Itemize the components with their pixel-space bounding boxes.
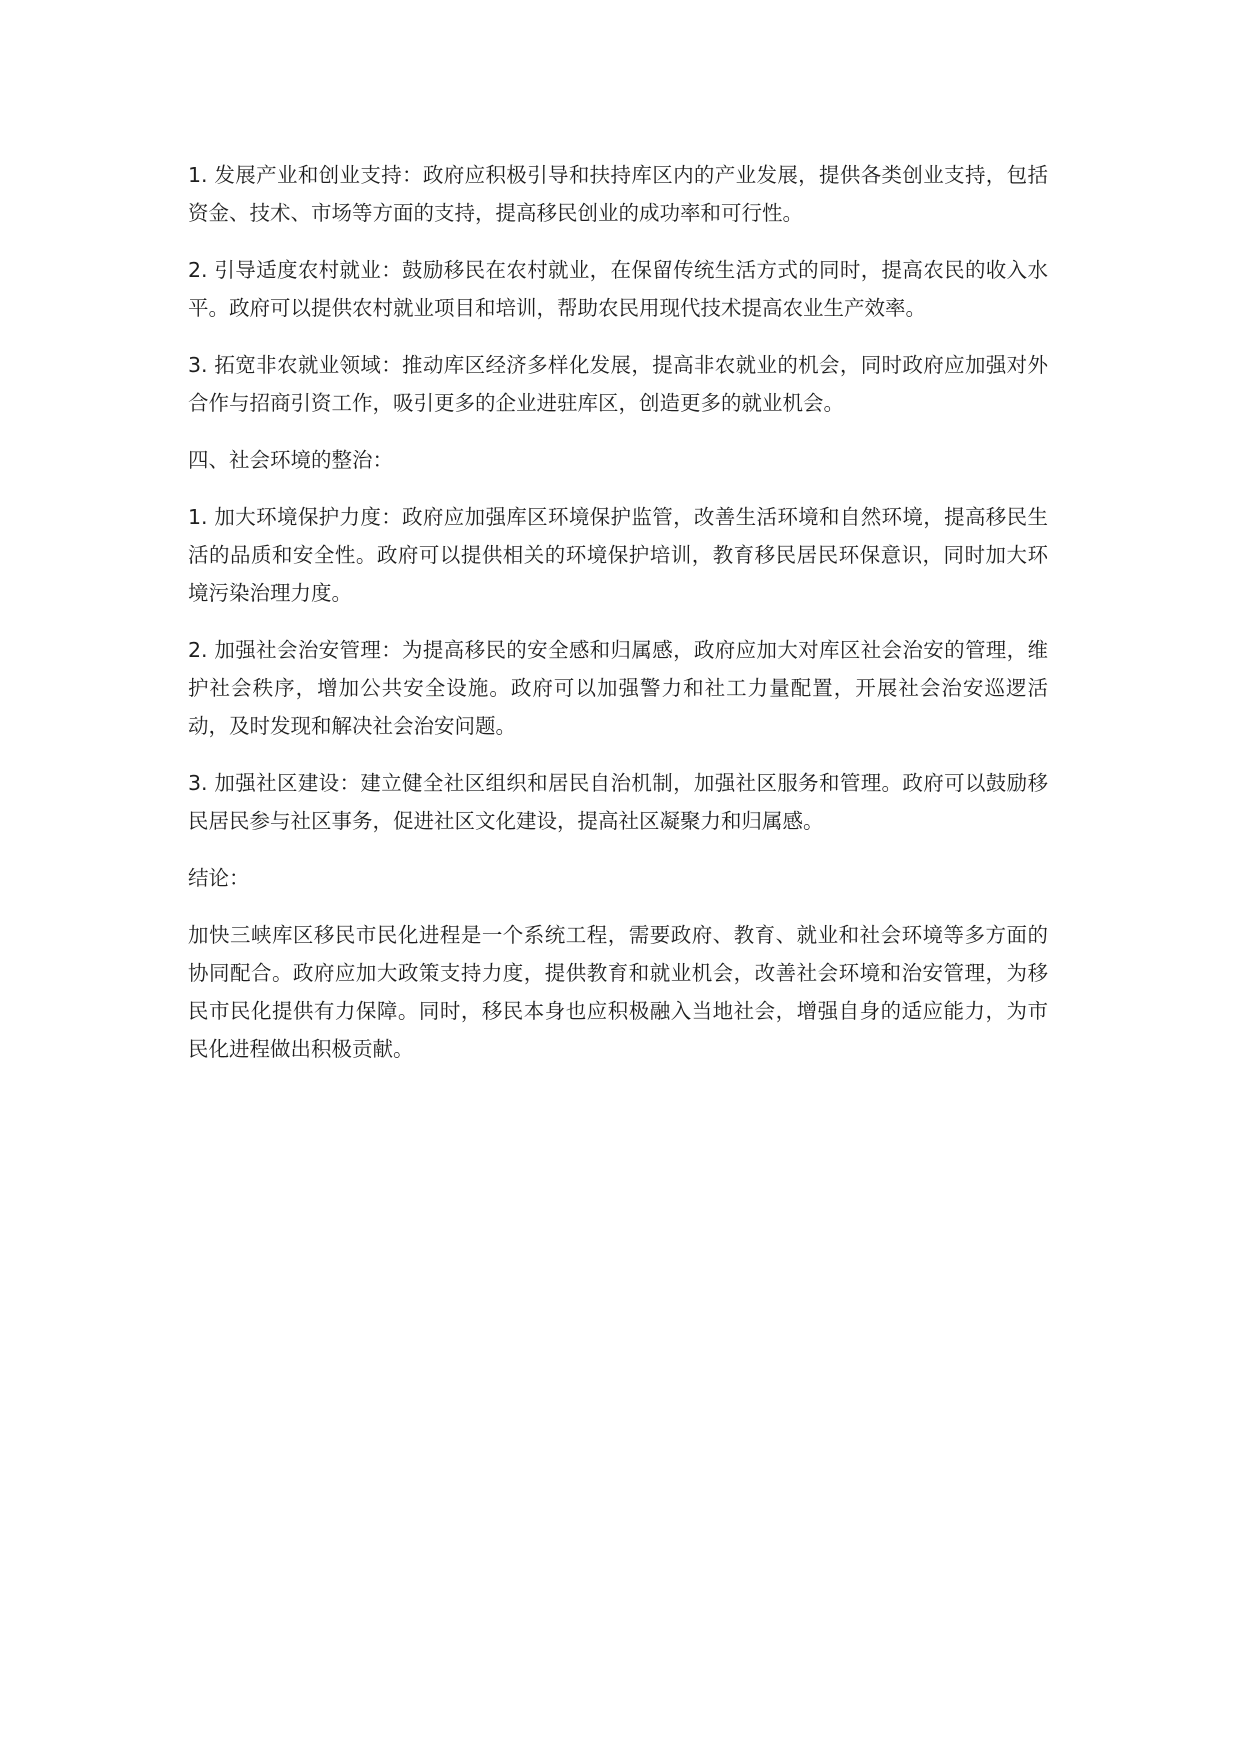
paragraph-non-farm-employment: 3. 拓宽非农就业领域：推动库区经济多样化发展，提高非农就业的机会，同时政府应加强对外合作与招商引资工作，吸引更多的企业进驻库区，创造更多的就业机会。 [188,353,1048,415]
paragraph-conclusion: 加快三峡库区移民市民化进程是一个系统工程，需要政府、教育、就业和社会环境等多方面的协同配合。政府应加大政策支持力度，提供教育和就业机会，改善社会环境和治安管理，为移民市民化提供有力保障。同时，移民本身也应积极融入当地社会，增强自身的适应能力，为市民化进程做出积极贡献。 [188,923,1048,1061]
section-heading-conclusion: 结论： [188,866,250,890]
document-body [188,156,1048,1087]
paragraph-rural-employment: 2. 引导适度农村就业：鼓励移民在农村就业，在保留传统生活方式的同时，提高农民的收入水平。政府可以提供农村就业项目和培训，帮助农民用现代技术提高农业生产效率。 [188,258,1048,320]
paragraph-industry-entrepreneurship: 1. 发展产业和创业支持：政府应积极引导和扶持库区内的产业发展，提供各类创业支持，包括资金、技术、市场等方面的支持，提高移民创业的成功率和可行性。 [188,163,1048,225]
paragraph-environmental-protection: 1. 加大环境保护力度：政府应加强库区环境保护监管，改善生活环境和自然环境，提高移民生活的品质和安全性。政府可以提供相关的环境保护培训，教育移民居民环保意识，同时加大环境污染治理力度。 [188,505,1048,605]
section-heading-social-environment: 四、社会环境的整治： [188,448,393,472]
paragraph-public-security: 2. 加强社会治安管理：为提高移民的安全感和归属感，政府应加大对库区社会治安的管理，维护社会秩序，增加公共安全设施。政府可以加强警力和社工力量配置，开展社会治安巡逻活动，及时发现和解决社会治安问题。 [188,638,1048,738]
paragraph-community-building: 3. 加强社区建设：建立健全社区组织和居民自治机制，加强社区服务和管理。政府可以鼓励移民居民参与社区事务，促进社区文化建设，提高社区凝聚力和归属感。 [188,771,1048,833]
